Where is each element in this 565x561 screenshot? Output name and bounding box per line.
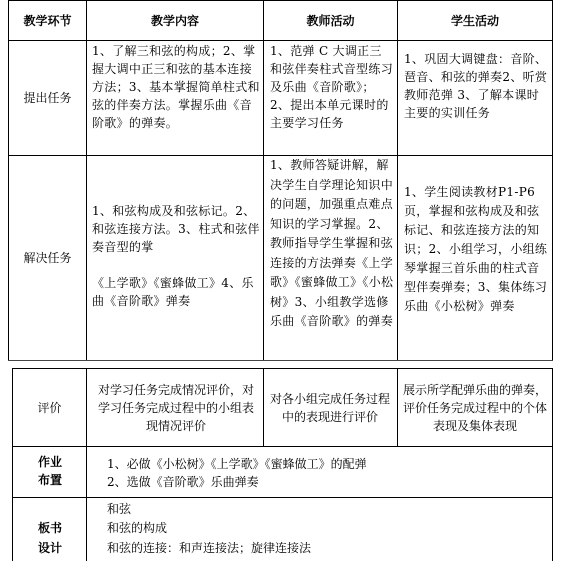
evaluation-student: 展示所学配弹乐曲的弹奏，评价任务完成过程中的个体表现及集体表现	[402, 382, 547, 433]
row2-stage: 解决任务	[23, 251, 72, 265]
row2-student: 1、学生阅读教材P1-P6页，掌握和弦构成及和弦标记、和弦连接方法的知识；2、小组学习，小组练琴掌握三首乐曲的柱式音型伴奏弹奏；3、集体练习乐曲《小松树》弹奏	[404, 185, 548, 313]
board-line-1: 和弦	[107, 502, 132, 516]
board-label: 板书设计	[37, 521, 62, 555]
evaluation-stage: 评价	[37, 400, 62, 415]
row2-teacher: 1、教师答疑讲解，解决学生自学理论知识中的问题，加强重点难点知识的学习掌握。2、教师指导学生掌握和弦连接的方法弹奏《上学歌》《蜜蜂做工》《小松树》3、小组教学选修乐曲《音阶歌》的弹奏	[270, 158, 394, 328]
header-content: 教学内容	[150, 13, 199, 28]
board-line-2: 和弦的构成	[107, 521, 168, 535]
homework-line-2: 2、选做《音阶歌》乐曲弹奏	[107, 475, 259, 489]
row1-teacher: 1、范弹 C 大调正三和弦伴奏柱式音型练习及乐曲《音阶歌》；2、提出本单元课时的主要学习任务	[270, 44, 394, 130]
homework-label: 作业布置	[37, 455, 62, 487]
evaluation-content: 对学习任务完成情况评价，对学习任务完成过程中的小组表现情况评价	[97, 382, 254, 433]
row2-content: 1、和弦构成及和弦标记。2、和弦连接方法。3、柱式和弦伴奏音型的掌 《上学歌》《蜜蜂做工》4、乐曲《音阶歌》弹奏	[92, 204, 260, 308]
row1-stage: 提出任务	[23, 91, 72, 105]
board-line-3: 和弦的连接：和声连接法；旋律连接法	[107, 541, 312, 555]
homework-line-1: 1、必做《小松树》《上学歌》《蜜蜂做工》的配弹	[107, 457, 367, 471]
evaluation-teacher: 对各小组完成任务过程中的表现进行评价	[269, 391, 390, 424]
row1-content: 1、了解三和弦的构成；2、掌握大调中正三和弦的基本连接方法；3、基本掌握简单柱式和弦的伴奏方法。掌握乐曲《音阶歌》的弹奏。	[92, 44, 260, 130]
header-student: 学生活动	[450, 13, 499, 28]
header-teacher: 教师活动	[306, 13, 355, 28]
row1-student: 1、巩固大调键盘：音阶、琶音、和弦的弹奏2、听赏教师范弹 3、了解本课时主要的实训任务	[404, 52, 548, 120]
header-stage: 教学环节	[23, 13, 72, 28]
